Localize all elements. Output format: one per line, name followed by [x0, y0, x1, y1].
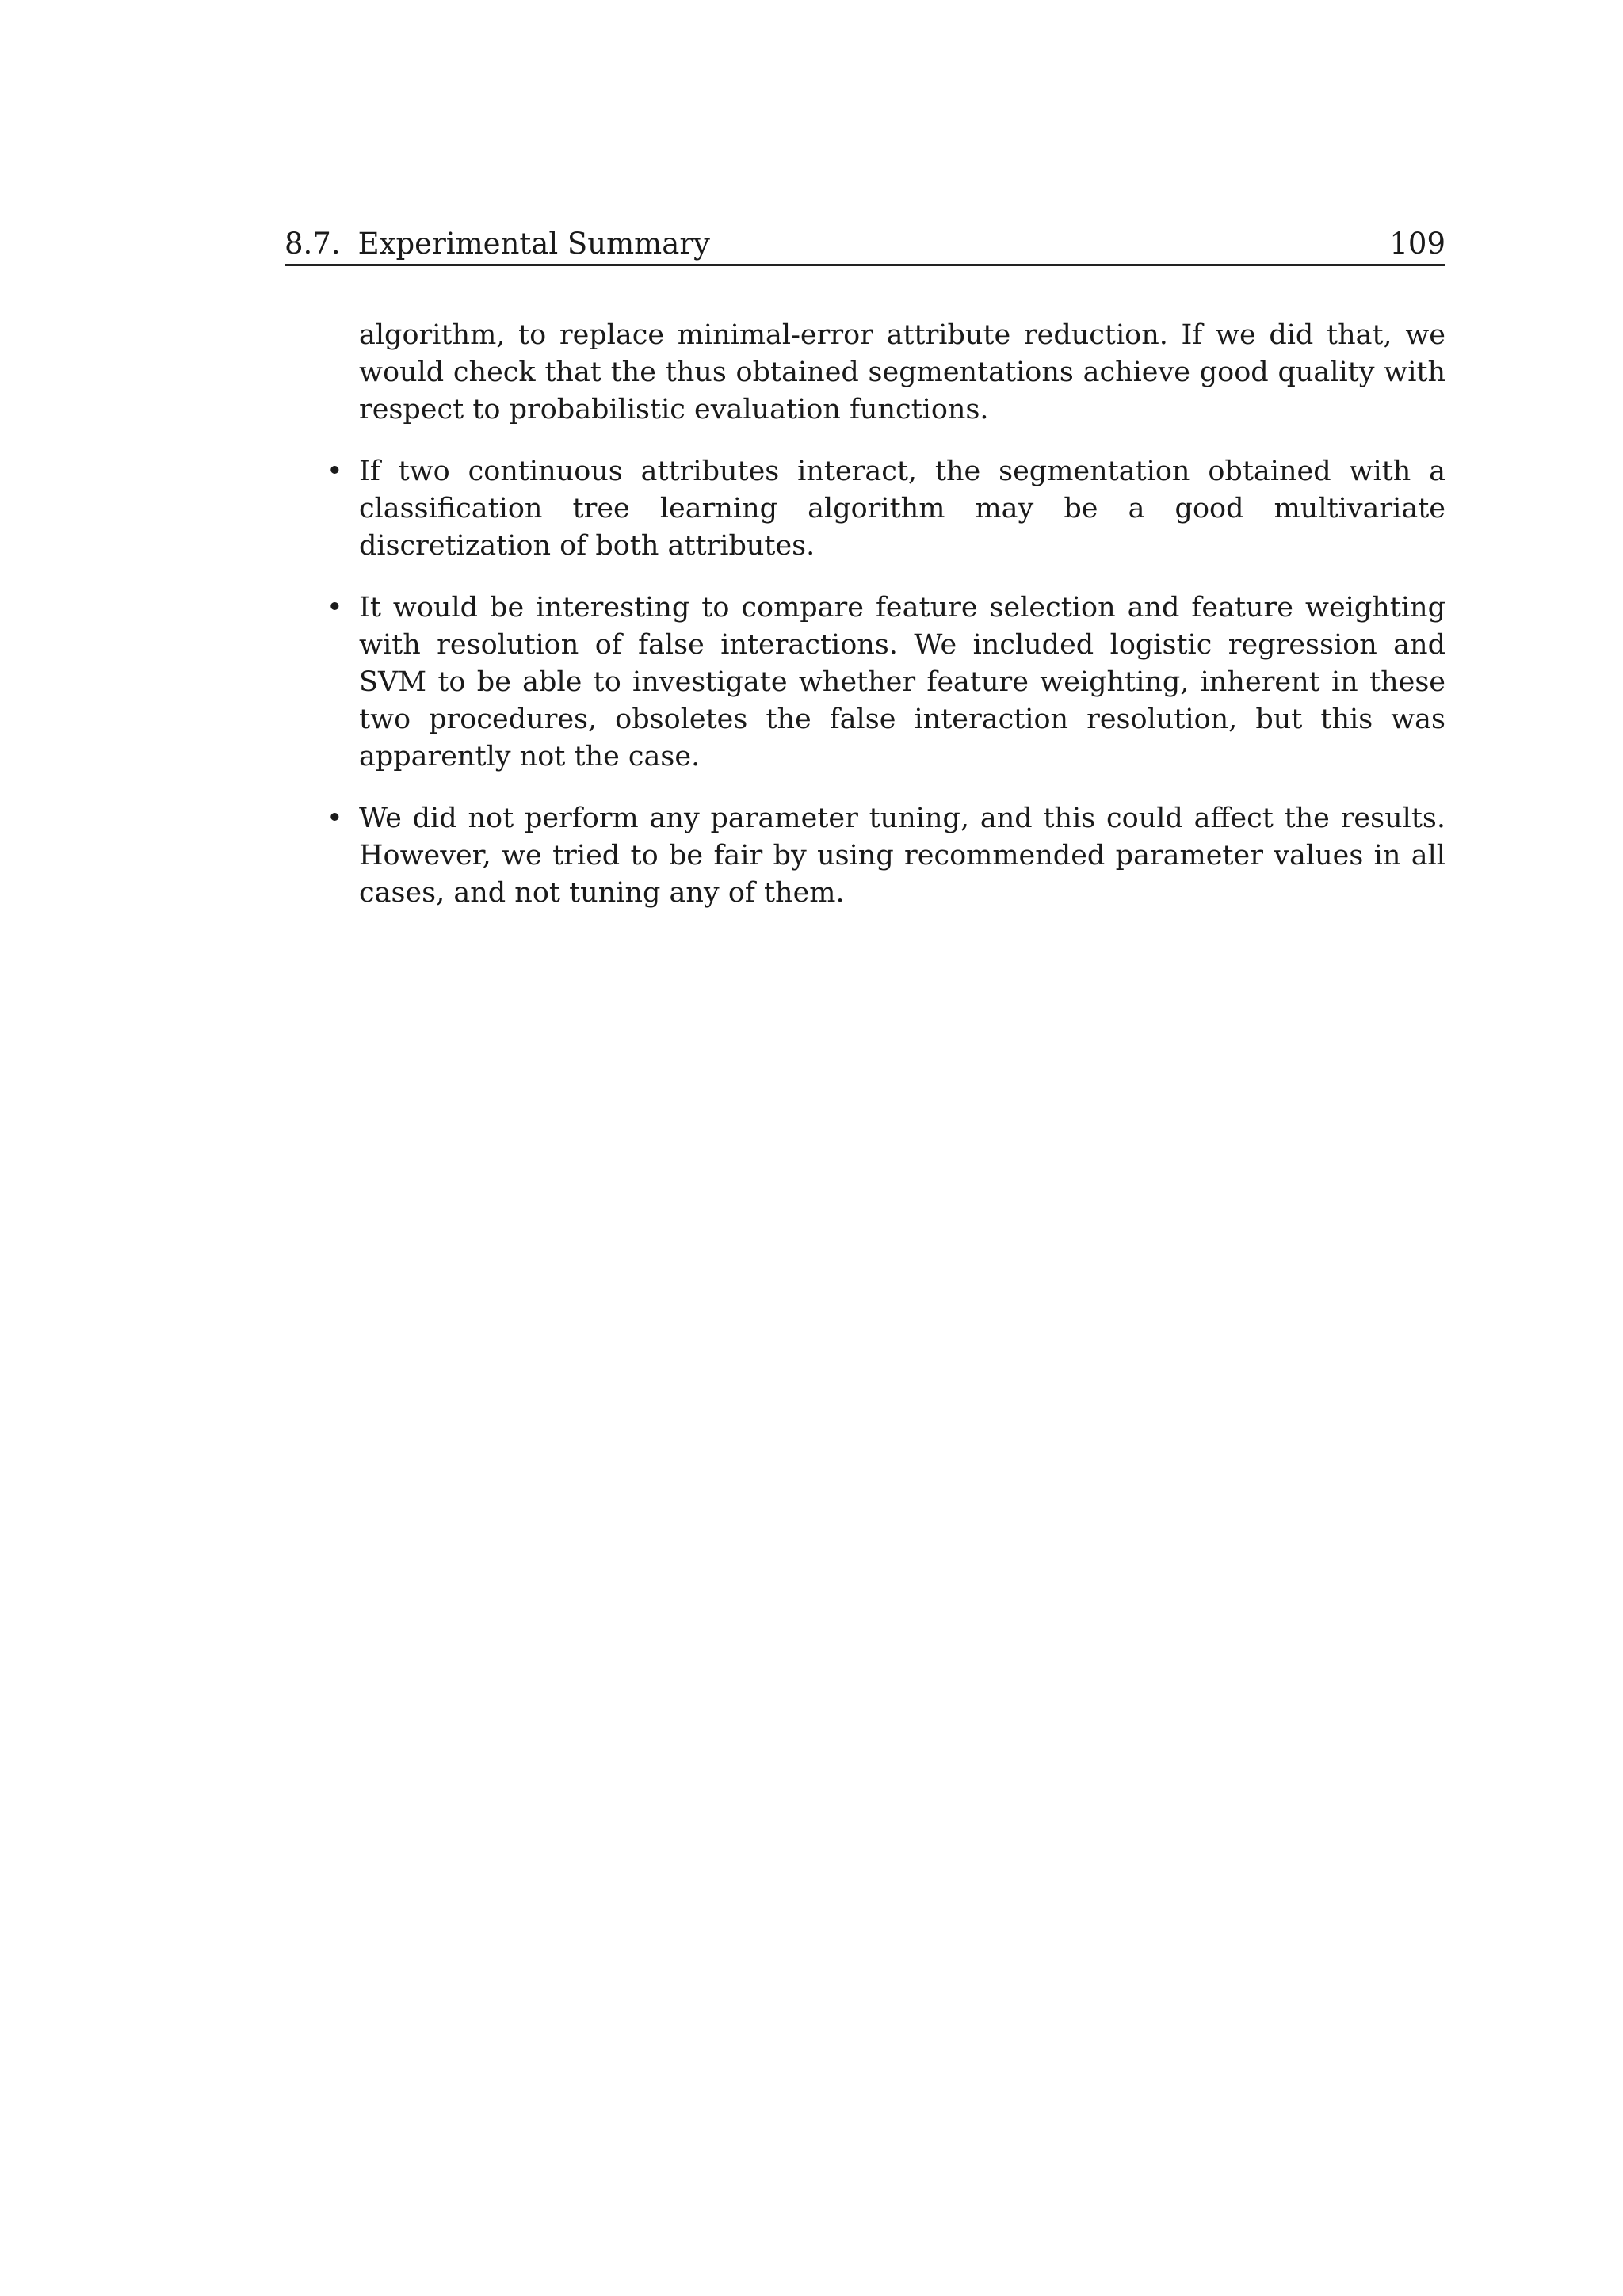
continued-paragraph: algorithm, to replace minimal-error attribute reduction. If we did that, we would check that the thus obtained segmentations achieve good quality with respect to probabilistic evaluation functions.	[359, 319, 1445, 425]
section-heading	[285, 224, 710, 264]
bullet-icon: •	[327, 592, 343, 624]
list-item	[327, 453, 1445, 565]
list-item	[327, 589, 1445, 776]
list-item-text: If two continuous attributes interact, the segmentation obtained with a classification tree learning algorithm may be a good multivariate discretization of both attributes.	[359, 456, 1445, 562]
list-item	[327, 800, 1445, 912]
section-title: Experimental Summary	[357, 227, 710, 261]
section-number: 8.7.	[285, 227, 341, 261]
bullet-icon: •	[327, 456, 343, 487]
page-body	[327, 317, 1445, 912]
list-item-text: It would be interesting to compare feature selection and feature weighting with resolution of false interactions. We included logistic regression and SVM to be able to investigate whether feature weighting, inherent in these two procedures, obsoletes the false interaction resolution, but this was apparently not the case.	[359, 592, 1445, 772]
list-item-text: We did not perform any parameter tuning, and this could affect the results. However, we tried to be fair by using recommended parameter values in all cases, and not tuning any of them.	[359, 803, 1445, 909]
bullet-icon: •	[327, 803, 343, 834]
page-number: 109	[1389, 227, 1445, 261]
bullet-list	[327, 453, 1445, 912]
running-header	[285, 224, 1445, 266]
